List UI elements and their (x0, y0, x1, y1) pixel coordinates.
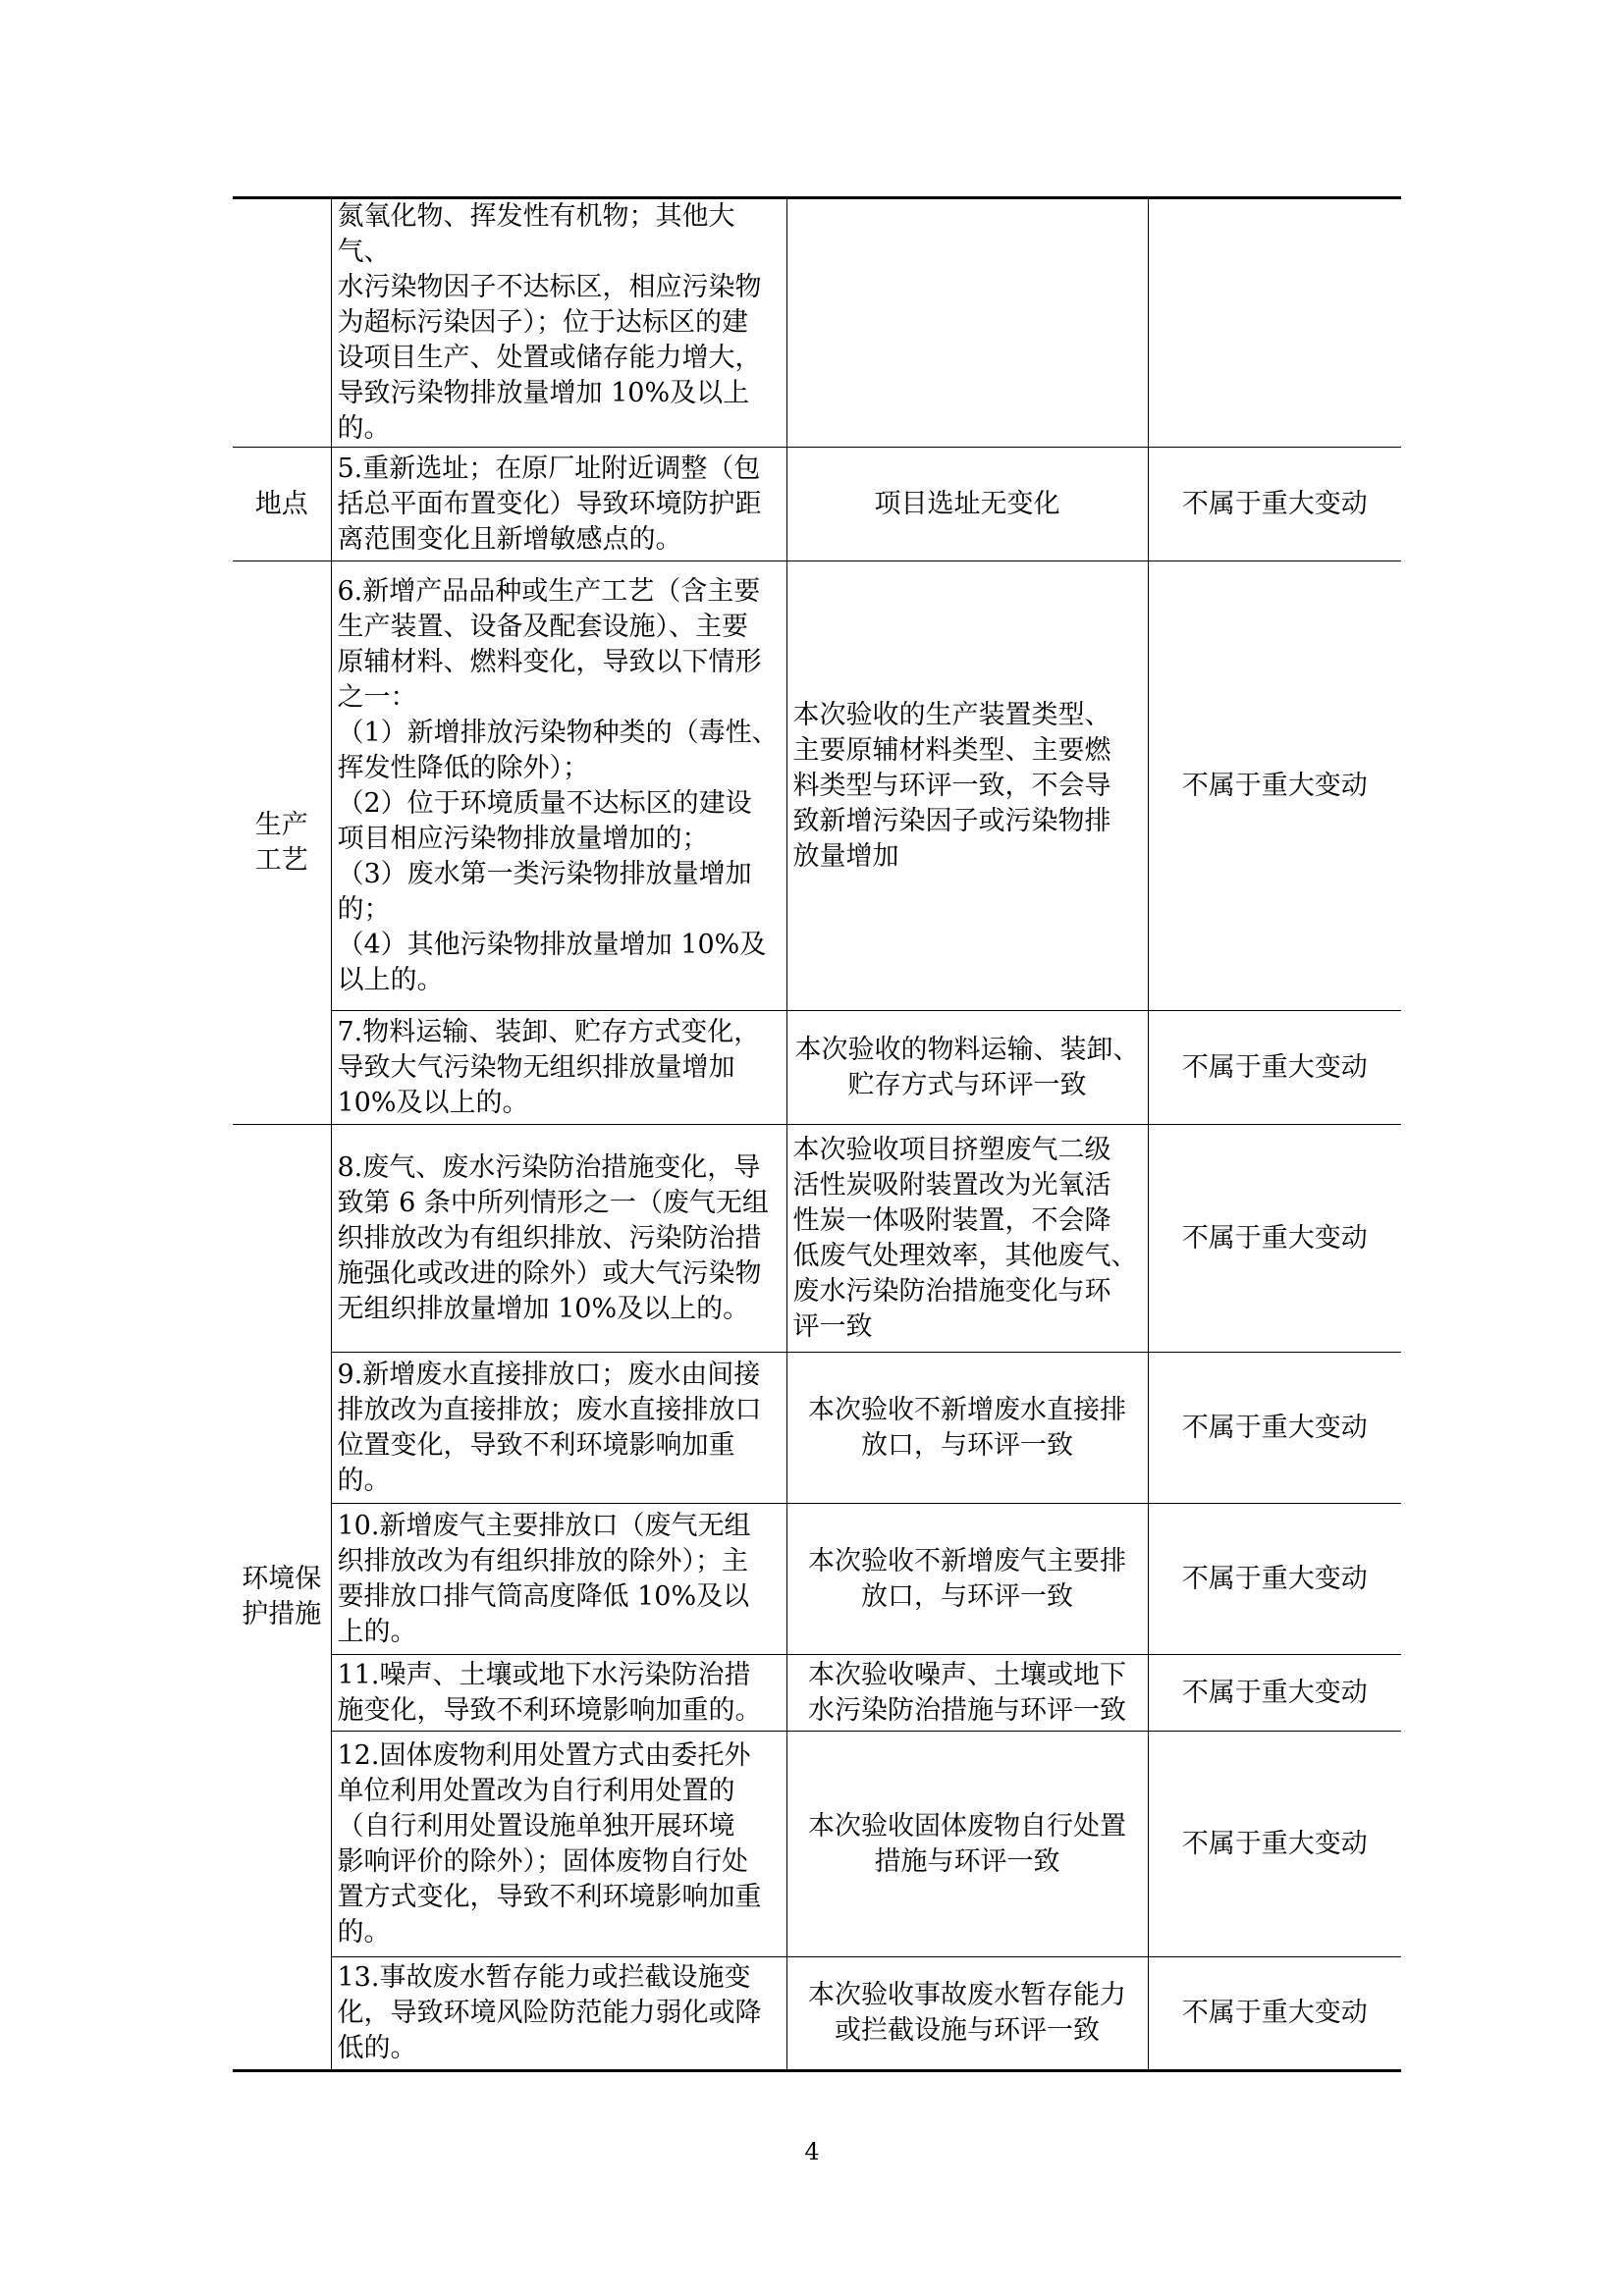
change-assessment-table (233, 196, 1401, 2072)
conclusion-cell: 不属于重大变动 (1148, 1353, 1401, 1504)
conclusion-cell (1148, 198, 1401, 448)
situation-cell: 项目选址无变化 (786, 448, 1148, 561)
conclusion-cell: 不属于重大变动 (1148, 1011, 1401, 1125)
situation-cell: 本次验收噪声、土壤或地下 水污染防治措施与环评一致 (786, 1655, 1148, 1732)
category-cell: 环境保 护措施 (233, 1125, 331, 2071)
situation-cell: 本次验收事故废水暂存能力 或拦截设施与环评一致 (786, 1957, 1148, 2071)
table-row (233, 448, 1401, 561)
situation-cell: 本次验收的物料运输、装卸、 贮存方式与环评一致 (786, 1011, 1148, 1125)
situation-cell: 本次验收的生产装置类型、 主要原辅材料类型、主要燃 料类型与环评一致，不会导 致新增污染因子或污染物排 放量增加 (786, 561, 1148, 1011)
conclusion-cell: 不属于重大变动 (1148, 1504, 1401, 1655)
conclusion-cell: 不属于重大变动 (1148, 1957, 1401, 2071)
table-row (233, 1732, 1401, 1957)
table-row (233, 1011, 1401, 1125)
situation-cell: 本次验收固体废物自行处置 措施与环评一致 (786, 1732, 1148, 1957)
table-row (233, 1504, 1401, 1655)
table-row (233, 1655, 1401, 1732)
category-cell: 生产 工艺 (233, 561, 331, 1125)
conclusion-cell: 不属于重大变动 (1148, 1125, 1401, 1353)
criterion-cell: 5.重新选址；在原厂址附近调整（包 括总平面布置变化）导致环境防护距 离范围变化且新增敏感点的。 (331, 448, 786, 561)
criterion-cell: 12.固体废物利用处置方式由委托外 单位利用处置改为自行利用处置的 （自行利用处置设施单独开展环境 影响评价的除外）；固体废物自行处 置方式变化，导致不利环境影响加重 的。 (331, 1732, 786, 1957)
conclusion-cell: 不属于重大变动 (1148, 448, 1401, 561)
page-number: 4 (804, 2138, 820, 2165)
situation-cell (786, 198, 1148, 448)
criterion-cell: 8.废气、废水污染防治措施变化，导 致第 6 条中所列情形之一（废气无组 织排放改为有组织排放、污染防治措 施强化或改进的除外）或大气污染物 无组织排放量增加 10%及以上的。 (331, 1125, 786, 1353)
conclusion-cell: 不属于重大变动 (1148, 1655, 1401, 1732)
table-row (233, 1957, 1401, 2071)
conclusion-cell: 不属于重大变动 (1148, 561, 1401, 1011)
table-row (233, 1125, 1401, 1353)
criterion-cell: 13.事故废水暂存能力或拦截设施变 化，导致环境风险防范能力弱化或降 低的。 (331, 1957, 786, 2071)
criterion-cell: 氮氧化物、挥发性有机物；其他大气、 水污染物因子不达标区，相应污染物 为超标污染因子）；位于达标区的建 设项目生产、处置或储存能力增大， 导致污染物排放量增加 10%及以上 的。 (331, 198, 786, 448)
criterion-cell: 6.新增产品品种或生产工艺（含主要 生产装置、设备及配套设施）、主要 原辅材料、燃料变化，导致以下情形 之一： （1）新增排放污染物种类的（毒性、 挥发性降低的除外）； （2）位于环境质量不达标区的建设 项目相应污染物排放量增加的； （3）废水第一类污染物排放量增加 的； （4）其他污染物排放量增加 10%及 以上的。 (331, 561, 786, 1011)
category-cell (233, 198, 331, 448)
table-row (233, 198, 1401, 448)
conclusion-cell: 不属于重大变动 (1148, 1732, 1401, 1957)
category-cell: 地点 (233, 448, 331, 561)
criterion-cell: 10.新增废气主要排放口（废气无组 织排放改为有组织排放的除外）；主 要排放口排气筒高度降低 10%及以 上的。 (331, 1504, 786, 1655)
situation-cell: 本次验收不新增废水直接排 放口，与环评一致 (786, 1353, 1148, 1504)
criterion-cell: 9.新增废水直接排放口；废水由间接 排放改为直接排放；废水直接排放口 位置变化，导致不利环境影响加重 的。 (331, 1353, 786, 1504)
situation-cell: 本次验收项目挤塑废气二级 活性炭吸附装置改为光氧活 性炭一体吸附装置，不会降 低废气处理效率，其他废气、 废水污染防治措施变化与环 评一致 (786, 1125, 1148, 1353)
table-row (233, 561, 1401, 1011)
criterion-cell: 11.噪声、土壤或地下水污染防治措 施变化，导致不利环境影响加重的。 (331, 1655, 786, 1732)
situation-cell: 本次验收不新增废气主要排 放口，与环评一致 (786, 1504, 1148, 1655)
criterion-cell: 7.物料运输、装卸、贮存方式变化， 导致大气污染物无组织排放量增加 10%及以上的。 (331, 1011, 786, 1125)
table-row (233, 1353, 1401, 1504)
